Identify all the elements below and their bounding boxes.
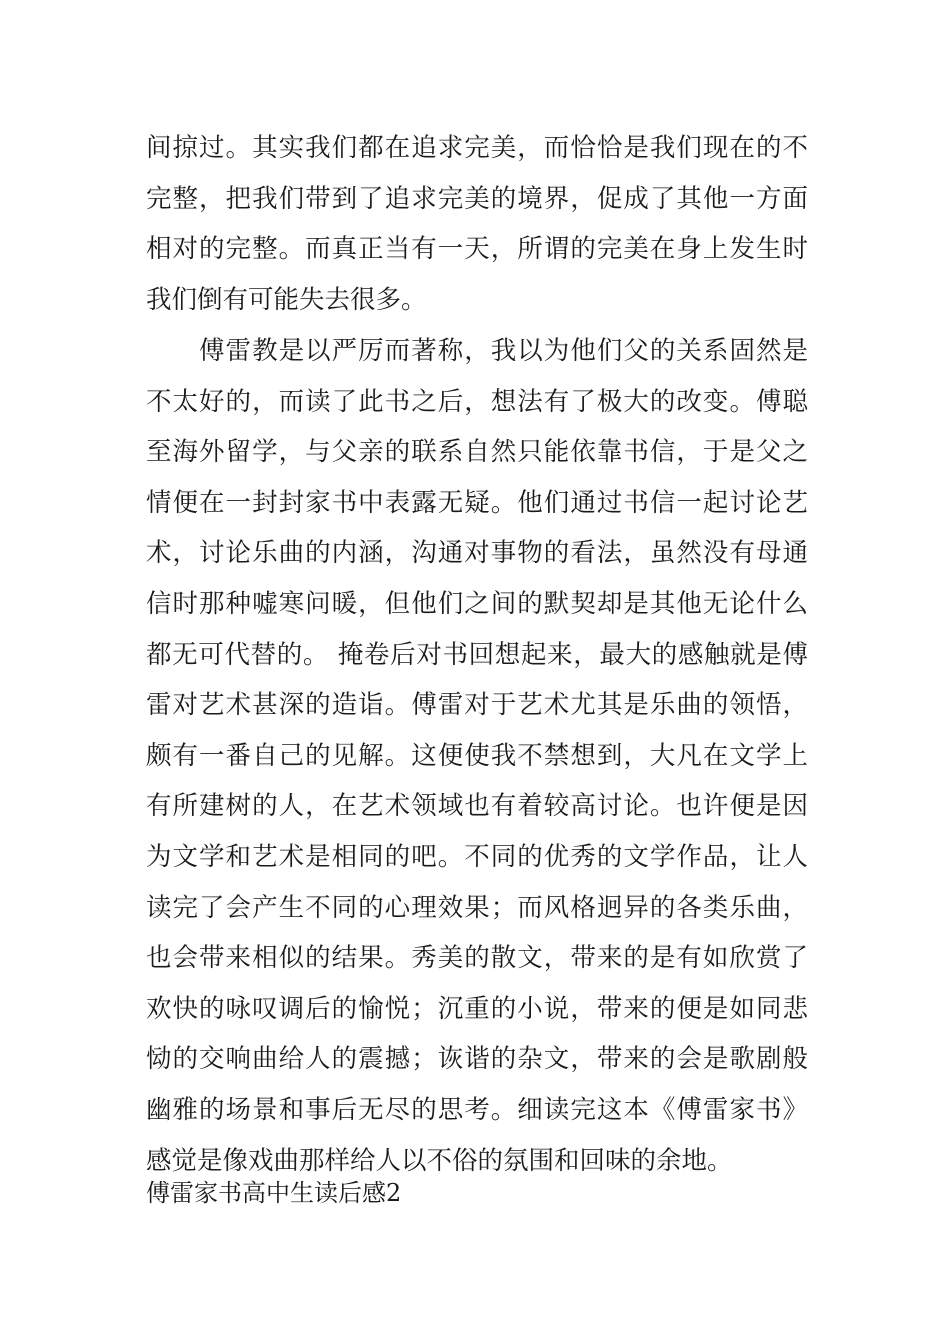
text-line: 傅雷教是以严厉而著称，我以为他们父的关系固然是 (146, 336, 808, 366)
text-line: 雷对艺术甚深的造诣。傅雷对于艺术尤其是乐曲的领悟， (146, 690, 808, 721)
text-line: 情便在一封封家书中表露无疑。他们通过书信一起讨论艺 (146, 487, 808, 518)
text-line: 恸的交响曲给人的震撼；诙谐的杂文，带来的会是歌剧般 (146, 1044, 808, 1075)
text-line: 都无可代替的。 掩卷后对书回想起来，最大的感触就是傅 (146, 639, 808, 670)
text-line: 相对的完整。而真正当有一天，所谓的完美在身上发生时 (146, 234, 808, 265)
text-line: 幽雅的场景和事后无尽的思考。细读完这本《傅雷家书》 (146, 1094, 808, 1125)
text-line: 有所建树的人，在艺术领域也有着较高讨论。也许便是因 (146, 791, 808, 822)
text-line: 信时那种嘘寒问暖，但他们之间的默契却是其他无论什么 (146, 588, 808, 619)
paragraph-continued (146, 123, 808, 325)
text-line: 术，讨论乐曲的内涵，沟通对事物的看法，虽然没有母通 (146, 538, 808, 569)
section-heading: 傅雷家书高中生读后感2 (146, 1179, 402, 1207)
text-line: 感觉是像戏曲那样给人以不俗的氛围和回味的余地。 (146, 1145, 733, 1176)
text-line: 间掠过。其实我们都在追求完美，而恰恰是我们现在的不 (146, 133, 808, 163)
text-line: 为文学和艺术是相同的吧。不同的优秀的文学作品，让人 (146, 841, 808, 872)
text-line: 完整，把我们带到了追求完美的境界，促成了其他一方面 (146, 183, 808, 214)
paragraph-body (146, 326, 808, 1186)
text-line: 颇有一番自己的见解。这便使我不禁想到，大凡在文学上 (146, 740, 808, 771)
text-line: 不太好的，而读了此书之后，想法有了极大的改变。傅聪 (146, 386, 808, 417)
text-line: 读完了会产生不同的心理效果；而风格迥异的各类乐曲， (146, 892, 808, 923)
text-line: 也会带来相似的结果。秀美的散文，带来的是有如欣赏了 (146, 943, 808, 974)
text-line: 至海外留学，与父亲的联系自然只能依靠书信，于是父之 (146, 437, 808, 468)
text-line: 我们倒有可能失去很多。 (146, 284, 427, 315)
text-line: 欢快的咏叹调后的愉悦；沉重的小说，带来的便是如同悲 (146, 993, 808, 1024)
